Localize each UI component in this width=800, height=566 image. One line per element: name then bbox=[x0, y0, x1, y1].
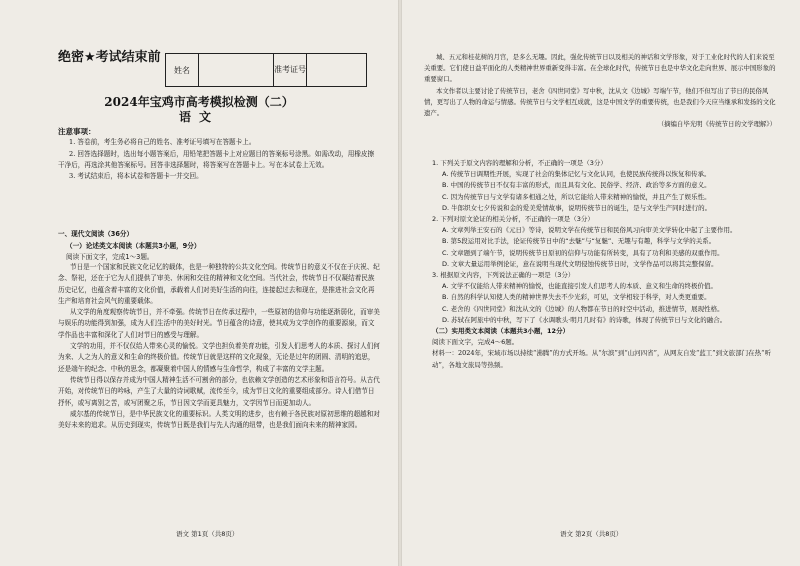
material-intro: 材料一：2024年，宋域市场以持续“沸腾”的方式开场。从“尔滨”到“山河四省”，从网友自发“蓝工”到文旅部门在热“听动”，各地文旅局等热频。 bbox=[432, 349, 771, 369]
essay-paragraph: 节日是一个国家和民族文化记忆的载体，也是一种独特的公共文化空间。传统节日的意义不仅在于庆祝、纪念、祭祀，还在于它为人们提供了审美、休闲和交往的精神和文化空间。当代社会，传统节日不仅凝结着民族历史记忆，也蕴含着丰富的文化价值，承载着人们对美好生活的向往，连接起过去和现在，是推进社会文化再生产和培育社会风气的重要载体。 bbox=[58, 263, 380, 305]
question-option: D. 苏轼在阿旅中的中秋，写下了《水调歌头·明月几时有》的诗歌，体现了传统节日与文化的融合。 bbox=[442, 315, 727, 324]
question-list bbox=[432, 158, 778, 371]
essay-paragraph: 传统节日得以保存并成为中国人精神生活不可割舍的部分，也依赖文学创造的艺术形象和语言符号。从古代开始，对传统节日的吟咏，产生了大量的诗词歌赋，流传至今，成为节日文化的重要组成部分。诗人们借节日抒怀，或写离别之苦，或写团聚之乐，节日因文学而更具魅力，文学因节日而更加动人。 bbox=[58, 375, 380, 407]
question-option: C. 文章题到了端午节，说明传统节日原初的信仰与功能有所转变，具有了功利和美感的双重作用。 bbox=[442, 248, 724, 257]
page-footer: 语文 第2页（共8页） bbox=[560, 530, 623, 538]
essay-continuation bbox=[424, 52, 776, 130]
ticket-field bbox=[307, 54, 366, 86]
secret-mark: 绝密★考试结束前 bbox=[58, 50, 161, 65]
reading-instruction: 阅读下面文字，完成4～6题。 bbox=[432, 338, 519, 347]
notice-item: 1. 答卷前，考生务必将自己的姓名、准考证号填写在答题卡上。 bbox=[69, 138, 256, 147]
essay-paragraph: 威尔基的传统节日，是中华民族文化的重要标识。人类文明的进步，也有赖于各民族对原初思维的超越和对美好未来的追求。从历史到现实，传统节日既是我们与先人沟通的纽带，也是我们面向未来的精神家园。 bbox=[58, 409, 380, 430]
question-stem: 2. 下列对原文论证的相关分析，不正确的一项是（3分） bbox=[432, 215, 594, 224]
question-option: C. 老舍的《四世同堂》和沈从文的《边城》的人物都在节日的时空中活动，推进情节，展现性格。 bbox=[442, 304, 724, 313]
question-option: B. 第5段运用对比手法，论证传统节日中的“去魅”与“复魅”、无趣与有趣，科学与文学的关系。 bbox=[442, 237, 716, 246]
question-option: D. 文章大量运用举例论证，意在说明当现代文明侵蚀传统节日时，文学作品可以将其完整保留。 bbox=[442, 259, 718, 268]
subsection-heading: （一）论述类文本阅读（本题共3小题，9分） bbox=[66, 242, 201, 250]
page-footer: 语文 第1页（共8页） bbox=[176, 530, 239, 538]
question-stem: 3. 根据原文内容，下列说法正确的一项是（3分） bbox=[432, 271, 575, 280]
question-option: A. 传统节日调期性开展，实现了社会的集体记忆与文化认同，也使民族传统得以恢复和传承。 bbox=[442, 170, 711, 179]
essay-paragraph: 城、五元和桂花树的月宫，是多么无趣。因此，强化传统节日以及相关的神话和文学形象，对于工业化时代的人们来说至关重要。它们使日益平面化的人类精神世界重新变得丰富。在全球化时代，传统节日也是中华文化走向世界、展示中国形象的重要窗口。 bbox=[424, 53, 776, 84]
section-heading: 一、现代文阅读（36分） bbox=[58, 230, 134, 238]
exam-title: 2024年宝鸡市高考模拟检测（二） bbox=[104, 95, 294, 109]
subsection-heading: （二）实用类文本阅读（本题共3小题，12分） bbox=[432, 327, 570, 336]
question-stem: 1. 下列关于原文内容的理解和分析，不正确的一项是（3分） bbox=[432, 159, 607, 167]
question-option: A. 文学不仅能给人带来精神的愉悦，也能直接引发人们思考人的本质、意义和生命的终极价值。 bbox=[442, 282, 717, 291]
question-option: A. 文章列举王安石的《元日》等诗，说明文学在传统节日和民俗风习向审美文学转化中起了主要作用。 bbox=[442, 226, 737, 235]
question-option: B. 自然的科学认知使人类的精神世界失去不少光彩，可见，文学相较于科学，对人类更重要。 bbox=[442, 293, 711, 302]
subject-title: 语文 bbox=[178, 110, 219, 124]
candidate-id-box bbox=[165, 53, 367, 87]
essay-paragraph: 文学的功用，并不仅仅给人带来心灵的愉悦。文学也担负着美育功能，引发人们思考人的本质、探讨人们何为来、人之为人的意义和生命的终极价值。传统节日就是这样的文化现象，无论是过年的团圆、清明的追思，还是端午的纪念、中秋的思念，都凝聚着中国人的情感与生命哲学，构成了丰富的文学主题。 bbox=[58, 342, 380, 373]
question-option: D. 牛郎织女七夕传说和金的爱美爱情故事，说明传统节日的诞生，是与文学生产同时进行的。 bbox=[442, 203, 712, 212]
essay-text bbox=[58, 262, 380, 431]
name-label: 姓名 bbox=[166, 54, 199, 86]
source-note: （摘编自毕光明《传统节日的文学理解》） bbox=[657, 120, 776, 129]
notice-item: 3. 考试结束后，将本试卷和答题卡一并交回。 bbox=[69, 172, 203, 181]
page-one bbox=[0, 0, 398, 566]
reading-instruction: 阅读下面文字，完成1～3题。 bbox=[66, 253, 154, 261]
notice-block bbox=[58, 126, 380, 182]
question-option: B. 中国的传统节日不仅有丰富的形式，而且具有文化、民俗学、经济、政治等多方面的意义。 bbox=[442, 181, 711, 190]
ticket-label: 准考证号 bbox=[274, 54, 307, 86]
notice-heading: 注意事项： bbox=[58, 127, 96, 136]
question-option: C. 因为传统节日与文学有诸多相通之处，所以它能给人带来精神的愉悦，并且产生了娱乐性。 bbox=[442, 192, 711, 201]
essay-paragraph: 从文学的角度观察传统节日，并不牵强。传统节日在传承过程中，一些原初的信仰与功能逐渐弱化，而审美与娱乐的功能得到加强，成为人们生活中的美好时光。节日蕴含的诗意，使其成为文学创作的重要源泉，而文学作品也丰富和深化了人们对节日的感受与理解。 bbox=[58, 308, 380, 339]
essay-paragraph: 本文作者以主要讨论了传统节日，老舍《四世同堂》写中秋，沈从文《边城》写端午节，他们不但写出了节日的民俗风情，更写出了人物的命运与情感。传统节日与文学相互成就，这是中国文学的重要传统，也是我们今天应当继承和发扬的文化遗产。 bbox=[424, 86, 776, 118]
name-field bbox=[199, 54, 274, 86]
notice-item: 2. 回答选择题时，选出每小题答案后，用铅笔把答题卡上对应题目的答案标号涂黑。如需改动，用橡皮擦干净后，再选涂其他答案标号。回答非选择题时，将答案写在答题卡上。写在本试卷上无效。 bbox=[58, 149, 375, 169]
page-two bbox=[402, 0, 800, 566]
